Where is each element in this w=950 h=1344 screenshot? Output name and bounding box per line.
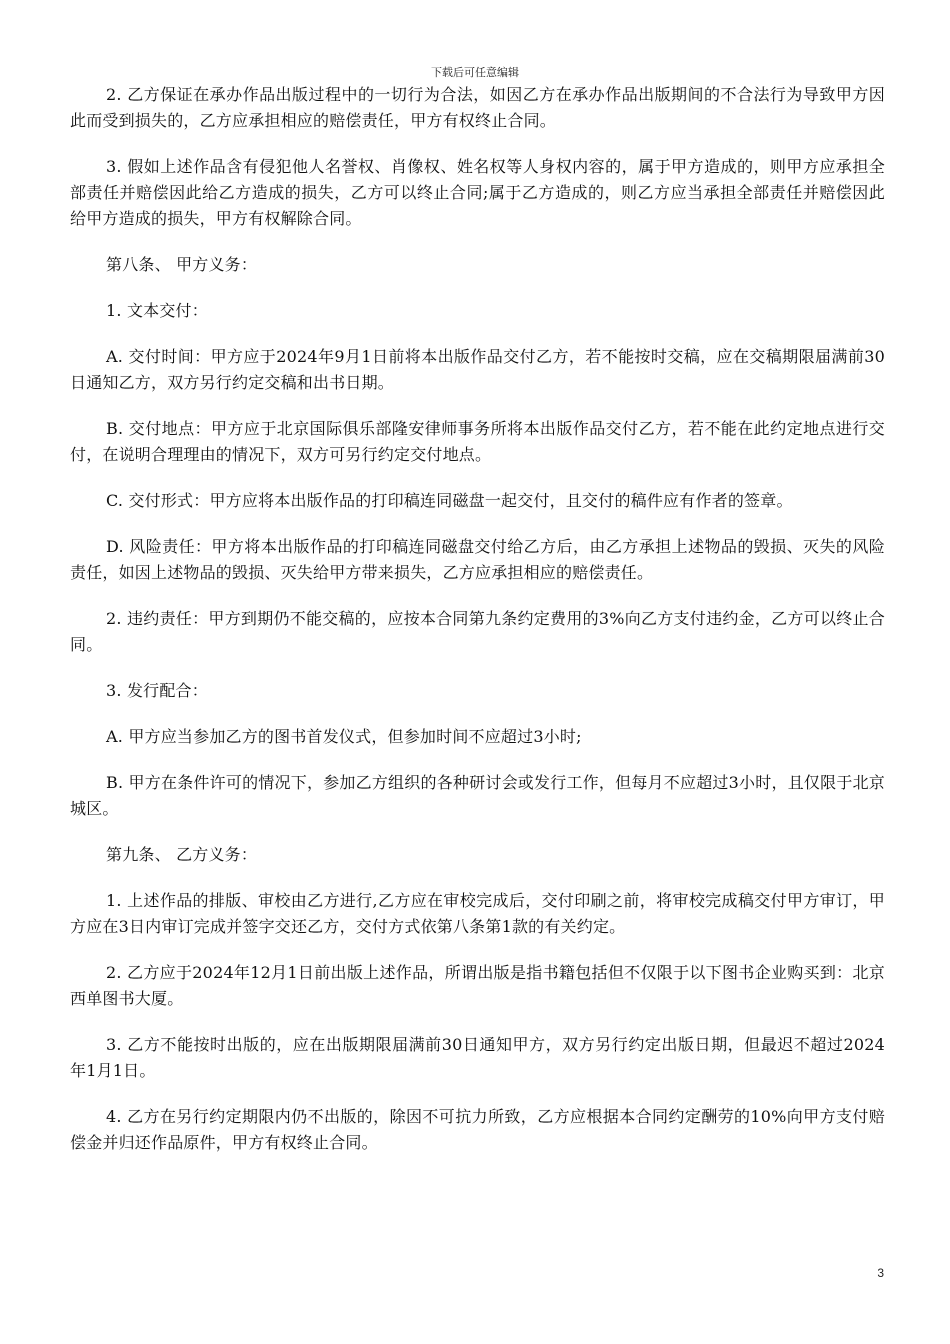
paragraph: B. 甲方在条件许可的情况下，参加乙方组织的各种研讨会或发行工作，但每月不应超过3小时，且仅限于北京城区。 [70,773,885,818]
paragraph: B. 交付地点：甲方应于北京国际俱乐部隆安律师事务所将本出版作品交付乙方，若不能在此约定地点进行交付，在说明合理理由的情况下，双方可另行约定交付地点。 [70,419,885,464]
paragraph: 3. 乙方不能按时出版的，应在出版期限届满前30日通知甲方，双方另行约定出版日期，但最迟不超过2024年1月1日。 [70,1035,885,1080]
paragraph: A. 交付时间：甲方应于2024年9月1日前将本出版作品交付乙方，若不能按时交稿，应在交稿期限届满前30日通知乙方，双方另行约定交稿和出书日期。 [70,347,885,392]
paragraph: 2. 乙方保证在承办作品出版过程中的一切行为合法，如因乙方在承办作品出版期间的不合法行为导致甲方因此而受到损失的，乙方应承担相应的赔偿责任，甲方有权终止合同。 [70,85,885,130]
paragraph: 1. 文本交付： [106,301,208,320]
paragraph: 2. 乙方应于2024年12月1日前出版上述作品，所谓出版是指书籍包括但不仅限于以下图书企业购买到：北京西单图书大厦。 [70,963,885,1008]
page-number: 3 [877,1266,884,1280]
paragraph: D. 风险责任：甲方将本出版作品的打印稿连同磁盘交付给乙方后，由乙方承担上述物品的毁损、灭失的风险责任，如因上述物品的毁损、灭失给甲方带来损失，乙方应承担相应的赔偿责任。 [70,537,885,582]
paragraph: C. 交付形式：甲方应将本出版作品的打印稿连同磁盘一起交付，且交付的稿件应有作者的签章。 [106,491,793,510]
paragraph: 1. 上述作品的排版、审校由乙方进行,乙方应在审校完成后，交付印刷之前，将审校完成稿交付甲方审订，甲方应在3日内审订完成并签字交还乙方，交付方式依第八条第1款的有关约定。 [70,891,885,936]
section-heading-article-8: 第八条、 甲方义务： [106,255,258,274]
section-heading-article-9: 第九条、 乙方义务： [106,845,258,864]
paragraph: 4. 乙方在另行约定期限内仍不出版的，除因不可抗力所致，乙方应根据本合同约定酬劳的10%向甲方支付赔偿金并归还作品原件，甲方有权终止合同。 [70,1107,885,1152]
paragraph: 3. 假如上述作品含有侵犯他人名誉权、肖像权、姓名权等人身权内容的，属于甲方造成的，则甲方应承担全部责任并赔偿因此给乙方造成的损失，乙方可以终止合同;属于乙方造成的，则乙方应当承担全部责任并赔偿因此给甲方造成的损失，甲方有权解除合同。 [70,157,885,228]
paragraph: 3. 发行配合： [106,681,208,700]
paragraph: A. 甲方应当参加乙方的图书首发仪式，但参加时间不应超过3小时; [106,727,582,746]
contract-body [70,82,885,1176]
paragraph: 2. 违约责任：甲方到期仍不能交稿的，应按本合同第九条约定费用的3%向乙方支付违约金，乙方可以终止合同。 [70,609,885,654]
header-note: 下载后可任意编辑 [431,66,519,79]
